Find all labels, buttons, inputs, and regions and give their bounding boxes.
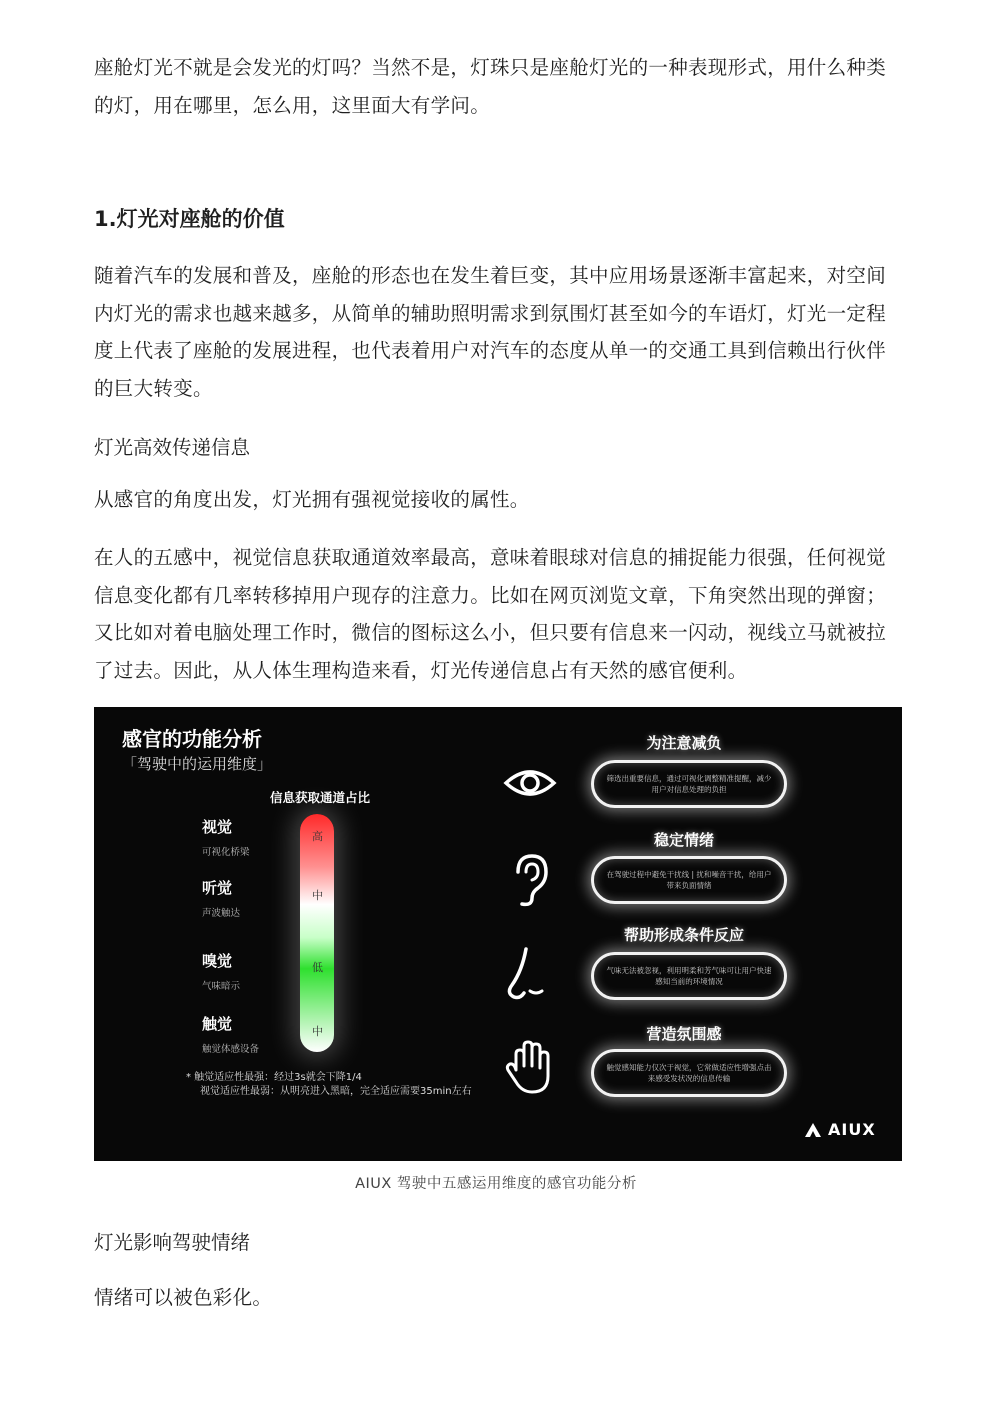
- role-text: 在驾驶过程中避免干扰线 | 扰和噪音干扰，给用户带来负面情绪: [606, 870, 772, 890]
- role-head: 稳定情绪: [653, 831, 714, 849]
- sense-vision: [202, 816, 250, 858]
- sense-name: 视觉: [202, 818, 233, 836]
- sense-name: 听觉: [202, 879, 233, 897]
- role-head: 帮助形成条件反应: [623, 926, 744, 944]
- role-pill: [591, 1049, 787, 1097]
- level-label: 中: [312, 889, 323, 902]
- adaptation-note-2: 视觉适应性最弱：从明亮进入黑暗，完全适应需要35min左右: [200, 1086, 472, 1097]
- role-pill: [591, 760, 787, 808]
- paragraph-five-senses: 在人的五感中，视觉信息获取通道效率最高，意味着眼球对信息的捕捉能力很强，任何视觉信息变化都有几率转移掉用户现存的注意力。比如在网页浏览文章，下角突然出现的弹窗；又比如对着电脑处理工作时，微信的图标这么小，但只要有信息来一闪动，视线立马就被拉了过去。因此，从人体生理构造来看，灯光传递信息占有天然的感官便利。: [94, 546, 887, 682]
- sense-touch: [202, 1013, 259, 1055]
- channel-ratio-bar: [300, 814, 334, 1052]
- paragraph-development: 随着汽车的发展和普及，座舱的形态也在发生着巨变，其中应用场景逐渐丰富起来，对空间内灯光的需求也越来越多，从简单的辅助照明需求到氛围灯甚至如今的车语灯，灯光一定程度上代表了座舱的发展进程，也代表着用户对汽车的态度从单一的交通工具到信赖出行伙伴的巨大转变。: [94, 264, 887, 400]
- figure-subtitle: 「驾驶中的运用维度」: [122, 755, 273, 773]
- level-label: 中: [312, 1025, 323, 1038]
- intro-paragraph: 座舱灯光不就是会发光的灯吗？当然不是，灯珠只是座舱灯光的一种表现形式，用什么种类的灯，用在哪里，怎么用，这里面大有学问。: [94, 56, 887, 117]
- sense-desc: 可视化桥梁: [202, 847, 250, 858]
- role-text: 筛选出重要信息，通过可视化调整精准提醒，减少用户对信息处理的负担: [606, 774, 772, 794]
- sense-hearing: [202, 877, 240, 919]
- sense-name: 触觉: [202, 1015, 233, 1033]
- sense-desc: 触觉体感设备: [202, 1044, 260, 1055]
- role-pill: [591, 856, 787, 904]
- subheading-emotion: 灯光影响驾驶情绪: [94, 1231, 251, 1254]
- logo-text: AIUX: [828, 1120, 876, 1139]
- level-label: 高: [312, 830, 323, 843]
- nose-icon: [502, 947, 558, 1003]
- role-text: 气味无法被忽视，利用明柔和芳气味可让用户快速感知当前的环境情况: [606, 966, 772, 986]
- figure-title: 感官的功能分析: [122, 727, 262, 751]
- role-pill: [591, 952, 787, 1000]
- aiux-logo: [804, 1120, 876, 1139]
- sense-desc: 声波触达: [202, 908, 241, 919]
- role-head: 为注意减负: [646, 734, 722, 752]
- sense-smell: [202, 950, 240, 992]
- paragraph-emotion: 情绪可以被色彩化。: [94, 1286, 273, 1309]
- eye-icon: [502, 755, 558, 811]
- figure-caption: AIUX 驾驶中五感运用维度的感官功能分析: [355, 1176, 637, 1192]
- level-label: 低: [312, 961, 323, 974]
- subheading-info: 灯光高效传递信息: [94, 436, 251, 459]
- hand-icon: [502, 1040, 558, 1096]
- section-heading: 1.灯光对座舱的价值: [94, 207, 285, 231]
- logo-mark-icon: [804, 1122, 822, 1138]
- adaptation-note-1: * 触觉适应性最强：经过3s就会下降1/4: [186, 1072, 362, 1083]
- ear-icon: [502, 852, 558, 908]
- role-head: 营造氛围感: [646, 1025, 722, 1043]
- role-text: 触觉感知能力仅次于视觉，它常做适应性增强点击来感受发状况的信息传输: [606, 1063, 772, 1083]
- sense-desc: 气味暗示: [202, 981, 241, 992]
- sense-analysis-figure: [94, 707, 902, 1161]
- sense-name: 嗅觉: [202, 952, 233, 970]
- channel-ratio-title: 信息获取通道占比: [270, 790, 371, 805]
- paragraph-sense-angle: 从感官的角度出发，灯光拥有强视觉接收的属性。: [94, 488, 530, 511]
